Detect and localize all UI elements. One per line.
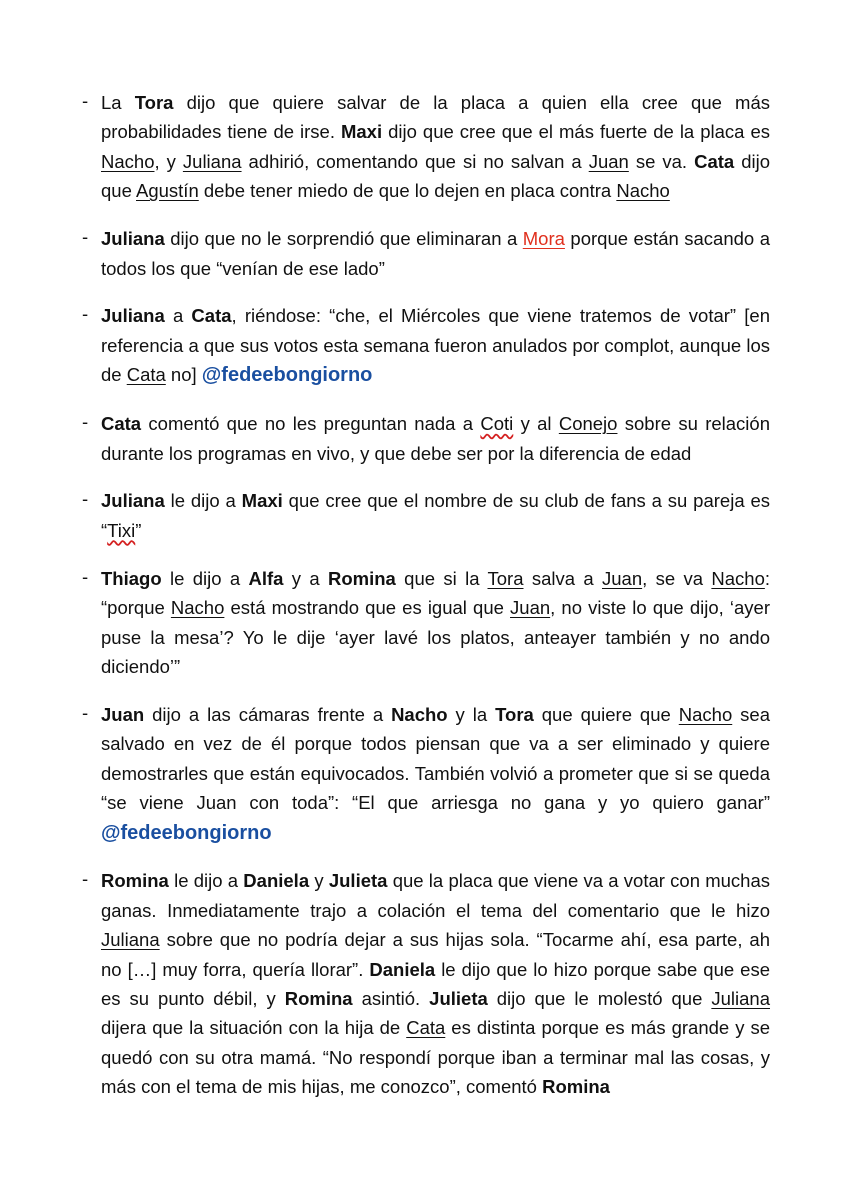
bullet-dash: - xyxy=(82,565,89,587)
name-juliana: Juliana xyxy=(182,150,242,172)
bullet-dash: - xyxy=(82,868,89,890)
name-nacho: Nacho xyxy=(391,703,448,725)
text: dijo que no le sorprendió que eliminaran a xyxy=(164,228,523,250)
name-cata: Cata xyxy=(126,364,166,386)
name-cata: Cata xyxy=(694,150,735,172)
list-item xyxy=(82,409,770,468)
bullet-dash: - xyxy=(82,411,89,433)
text: no] xyxy=(165,364,197,386)
text: dijo que cree que el más fuerte de la placa es xyxy=(382,121,770,143)
name-tora: Tora xyxy=(487,567,524,589)
name-cata: Cata xyxy=(101,413,142,435)
list-item xyxy=(82,700,770,848)
text: , riéndose: “che, el Miércoles que viene tratemos de votar” [en referencia a que sus votos esta semana fueron anulados por complot, aunque los de xyxy=(101,305,770,386)
text: a xyxy=(164,305,192,327)
text: que quiere que xyxy=(533,703,679,725)
text: que la placa que viene va a votar con muchas ganas. Inmediatamente trajo a colación el tema del comentario que le hizo xyxy=(101,870,771,921)
text: sobre su relación durante los programas en vivo, y que debe ser por la diferencia de edad xyxy=(101,413,770,464)
text: le dijo a xyxy=(164,490,242,512)
text: : “porque xyxy=(101,567,770,619)
text: , y xyxy=(154,150,183,172)
text: y a xyxy=(283,567,328,589)
name-daniela: Daniela xyxy=(243,870,310,892)
name-juliana: Juliana xyxy=(101,305,165,327)
name-juliana: Juliana xyxy=(711,988,770,1010)
text: porque están sacando a todos los que “venían de ese lado” xyxy=(101,228,770,279)
text: y xyxy=(309,870,329,892)
text: es distinta porque es más grande y se quedó con su otra mamá. “No respondí porque iban a terminar mal las cosas, y más con el tema de mis hijas, me conozco”, comentó xyxy=(101,1017,770,1098)
name-juan: Juan xyxy=(510,597,551,619)
text: le dijo que lo hizo porque sabe que ese es su punto débil, y xyxy=(101,958,771,1010)
name-romina: Romina xyxy=(328,567,396,589)
name-tixi: Tixi xyxy=(107,519,136,541)
text: ” xyxy=(135,519,142,541)
name-tora: Tora xyxy=(134,92,174,113)
name-daniela: Daniela xyxy=(369,958,436,980)
text: le dijo a xyxy=(168,870,244,892)
text: dijera que la situación con la hija de xyxy=(101,1017,407,1039)
text: y al xyxy=(513,413,559,435)
name-agustin: Agustín xyxy=(136,180,199,202)
name-romina: Romina xyxy=(284,988,353,1010)
text: asintió. xyxy=(352,988,430,1010)
name-juliana: Juliana xyxy=(101,929,160,951)
name-conejo: Conejo xyxy=(558,413,618,435)
watermark-handle: @fedeebongiorno xyxy=(101,821,272,844)
name-juan: Juan xyxy=(602,567,643,589)
watermark-handle: @fedeebongiorno xyxy=(201,364,373,387)
name-maxi: Maxi xyxy=(241,490,283,512)
text: que cree que el nombre de su club de fans a su pareja es “ xyxy=(101,490,770,541)
list-item xyxy=(82,866,770,1101)
name-romina: Romina xyxy=(101,870,169,892)
name-nacho: Nacho xyxy=(711,567,765,589)
document-body xyxy=(82,88,770,1114)
name-tora: Tora xyxy=(495,703,534,725)
name-maxi: Maxi xyxy=(340,121,383,143)
name-juan: Juan xyxy=(101,703,145,725)
list-item xyxy=(82,88,770,206)
name-romina: Romina xyxy=(542,1076,610,1098)
bullet-dash: - xyxy=(82,488,89,510)
name-juliana: Juliana xyxy=(101,228,165,250)
text: le dijo a xyxy=(161,567,249,589)
text: dijo que xyxy=(101,150,770,202)
name-julieta: Julieta xyxy=(328,870,388,892)
text: que si la xyxy=(395,567,488,589)
name-cata: Cata xyxy=(191,305,232,327)
text: , se va xyxy=(642,567,712,589)
text: dijo que quiere salvar de la placa a quien ella cree que más probabilidades tiene de irse. xyxy=(101,92,770,143)
list-item xyxy=(82,564,770,682)
name-coti: Coti xyxy=(480,413,514,435)
bullet-dash: - xyxy=(82,226,89,248)
text: comentó que no les preguntan nada a xyxy=(141,413,481,435)
name-juliana: Juliana xyxy=(101,490,165,512)
name-nacho: Nacho xyxy=(101,150,155,172)
text: y la xyxy=(447,703,496,725)
text: se va. xyxy=(628,150,695,172)
text: La xyxy=(101,92,135,113)
text: , no viste lo que dijo, ‘ayer puse la mesa’? Yo le dije ‘ayer lavé los platos, anteayer también y no ando diciendo’” xyxy=(101,597,770,677)
name-nacho: Nacho xyxy=(616,180,670,202)
name-nacho: Nacho xyxy=(170,597,225,619)
name-nacho: Nacho xyxy=(678,703,733,725)
bullet-dash: - xyxy=(82,701,89,723)
text: dijo que le molestó que xyxy=(487,988,712,1010)
list-item xyxy=(82,486,770,545)
name-thiago: Thiago xyxy=(101,567,162,589)
text: está mostrando que es igual que xyxy=(224,597,511,619)
list-item xyxy=(82,301,770,390)
name-cata: Cata xyxy=(406,1017,446,1039)
text: dijo a las cámaras frente a xyxy=(144,703,392,725)
list-item xyxy=(82,224,770,283)
bullet-dash: - xyxy=(82,90,89,111)
text: debe tener miedo de que lo dejen en placa contra xyxy=(198,180,617,202)
name-julieta: Julieta xyxy=(429,988,488,1010)
bullet-dash: - xyxy=(82,303,89,325)
name-alfa: Alfa xyxy=(248,567,284,589)
name-mora: Mora xyxy=(522,228,565,250)
text: salva a xyxy=(523,567,602,589)
text: adhirió, comentando que si no salvan a xyxy=(241,150,589,172)
text: sobre que no podría dejar a sus hijas sola. “Tocarme ahí, esa parte, ah no […] muy forra, quería llorar”. xyxy=(101,929,770,980)
text: sea salvado en vez de él porque todos piensan que va a ser eliminado y quiere demostrarles que están equivocados. También volvió a prometer que si se queda “se viene Juan con toda”: “El que arriesga no gana y yo quiero ganar” xyxy=(101,703,771,814)
name-juan: Juan xyxy=(588,150,629,172)
